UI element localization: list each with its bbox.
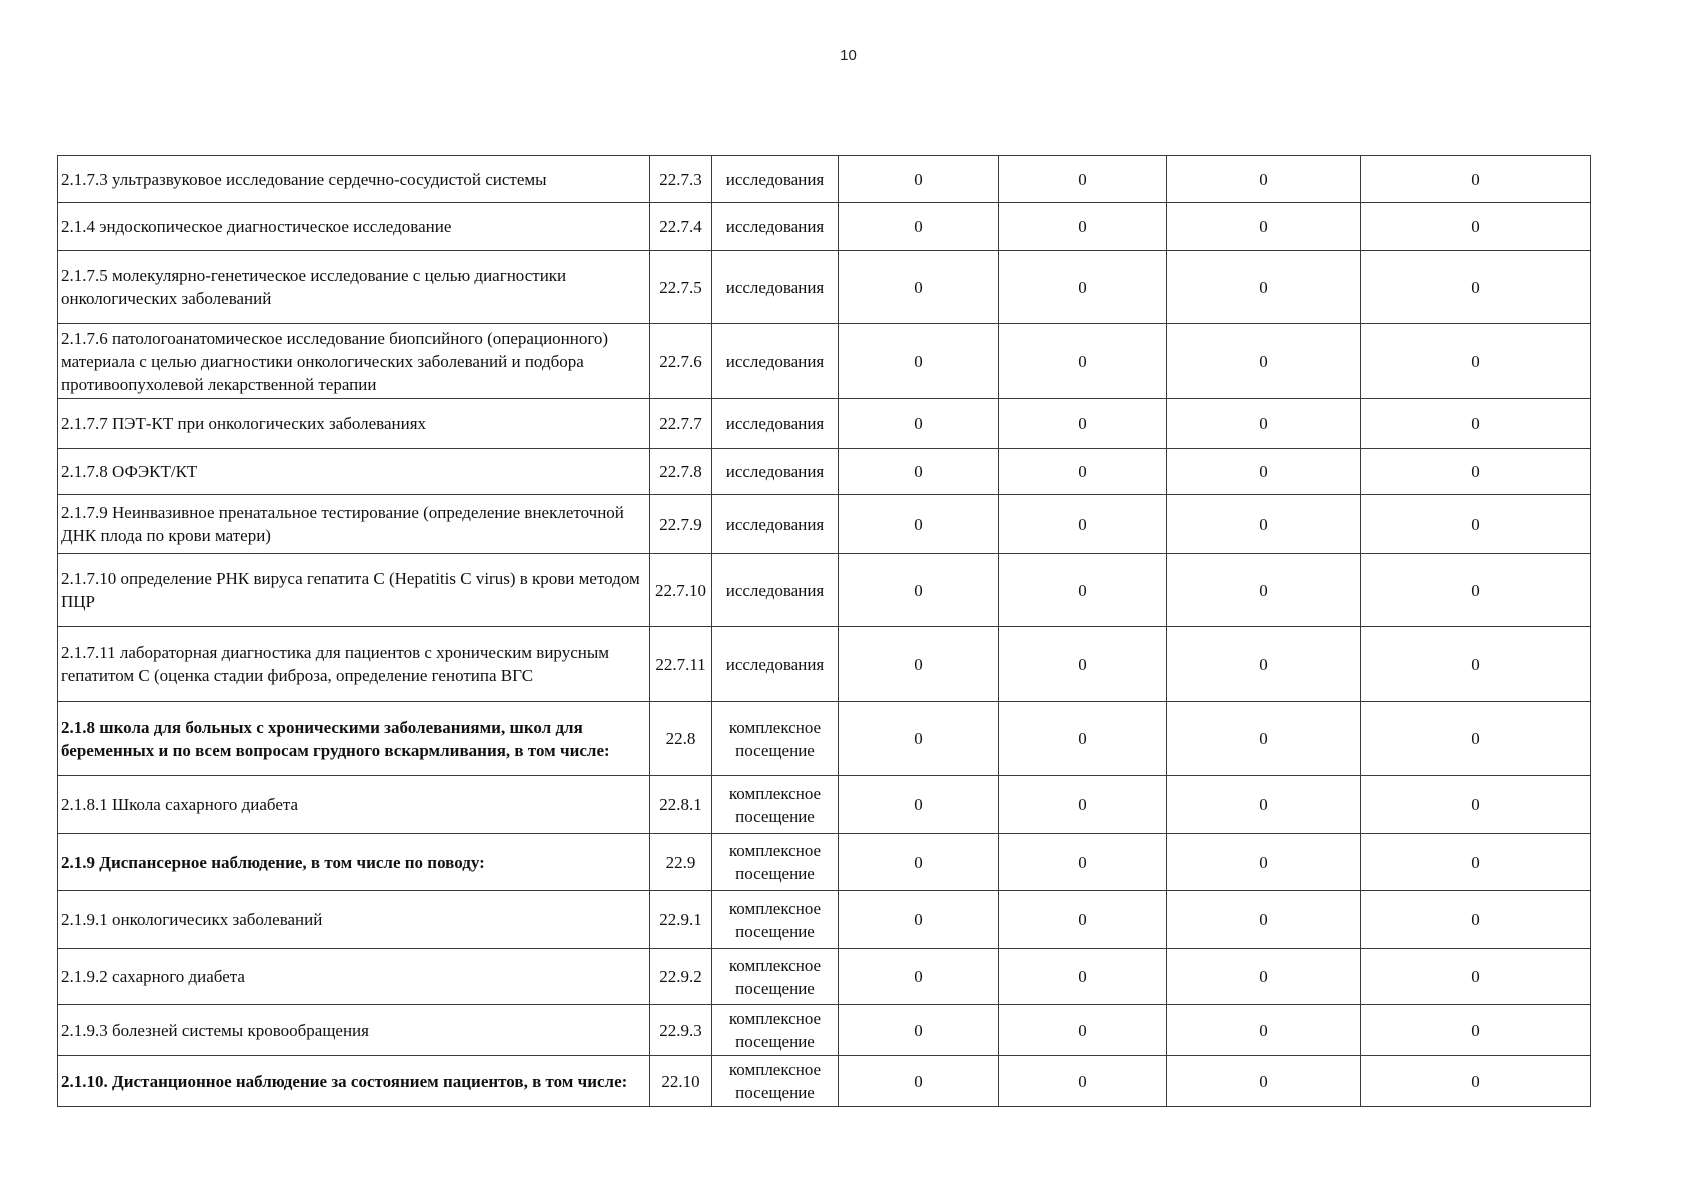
- table-row: [58, 324, 1591, 399]
- table-row: [58, 495, 1591, 554]
- row-value-2: 0: [999, 554, 1167, 627]
- table-row: [58, 156, 1591, 203]
- row-code: 22.7.9: [650, 495, 712, 554]
- row-value-3: 0: [1167, 834, 1361, 891]
- row-code: 22.9.2: [650, 949, 712, 1005]
- row-value-3: 0: [1167, 156, 1361, 203]
- row-name: 2.1.4 эндоскопическое диагностическое исследование: [58, 203, 650, 251]
- table-row: [58, 203, 1591, 251]
- row-name: 2.1.7.9 Неинвазивное пренатальное тестирование (определение внеклеточной ДНК плода по крови матери): [58, 495, 650, 554]
- row-name: 2.1.7.6 патологоанатомическое исследование биопсийного (операционного) материала с целью диагностики онкологических заболеваний и подбора противоопухолевой лекарственной терапии: [58, 324, 650, 399]
- row-value-3: 0: [1167, 702, 1361, 776]
- row-value-3: 0: [1167, 324, 1361, 399]
- row-value-2: 0: [999, 251, 1167, 324]
- row-value-4: 0: [1361, 324, 1591, 399]
- row-code: 22.8: [650, 702, 712, 776]
- row-value-2: 0: [999, 627, 1167, 702]
- row-value-3: 0: [1167, 203, 1361, 251]
- row-value-4: 0: [1361, 1005, 1591, 1056]
- row-code: 22.9.3: [650, 1005, 712, 1056]
- row-value-1: 0: [839, 495, 999, 554]
- row-value-1: 0: [839, 399, 999, 449]
- row-name: 2.1.7.8 ОФЭКТ/КТ: [58, 449, 650, 495]
- row-unit: исследования: [712, 495, 839, 554]
- row-unit: исследования: [712, 627, 839, 702]
- row-value-1: 0: [839, 449, 999, 495]
- row-value-4: 0: [1361, 702, 1591, 776]
- row-value-1: 0: [839, 1056, 999, 1107]
- row-value-4: 0: [1361, 891, 1591, 949]
- row-unit: комплексное посещение: [712, 702, 839, 776]
- row-value-2: 0: [999, 776, 1167, 834]
- row-value-2: 0: [999, 156, 1167, 203]
- row-value-2: 0: [999, 891, 1167, 949]
- row-value-3: 0: [1167, 949, 1361, 1005]
- row-code: 22.7.3: [650, 156, 712, 203]
- row-name: 2.1.7.5 молекулярно-генетическое исследование с целью диагностики онкологических заболеваний: [58, 251, 650, 324]
- row-code: 22.7.4: [650, 203, 712, 251]
- table-row: [58, 949, 1591, 1005]
- row-value-2: 0: [999, 399, 1167, 449]
- row-unit: исследования: [712, 324, 839, 399]
- row-value-3: 0: [1167, 627, 1361, 702]
- row-code: 22.10: [650, 1056, 712, 1107]
- table-body: [58, 156, 1591, 1107]
- table-row: [58, 399, 1591, 449]
- row-unit: комплексное посещение: [712, 891, 839, 949]
- row-value-2: 0: [999, 702, 1167, 776]
- row-value-3: 0: [1167, 449, 1361, 495]
- page-number: 10: [840, 47, 857, 64]
- row-name: 2.1.7.11 лабораторная диагностика для пациентов с хроническим вирусным гепатитом С (оценка стадии фиброза, определение генотипа ВГС: [58, 627, 650, 702]
- row-name: 2.1.7.10 определение РНК вируса гепатита С (Hepatitis C virus) в крови методом ПЦР: [58, 554, 650, 627]
- row-name: 2.1.9.1 онкологичесикх заболеваний: [58, 891, 650, 949]
- row-name: 2.1.7.3 ультразвуковое исследование сердечно-сосудистой системы: [58, 156, 650, 203]
- table-row: [58, 891, 1591, 949]
- row-value-4: 0: [1361, 949, 1591, 1005]
- table-row: [58, 834, 1591, 891]
- row-value-2: 0: [999, 324, 1167, 399]
- table-row: [58, 554, 1591, 627]
- row-value-2: 0: [999, 949, 1167, 1005]
- row-code: 22.7.6: [650, 324, 712, 399]
- row-unit: исследования: [712, 554, 839, 627]
- row-value-4: 0: [1361, 834, 1591, 891]
- row-code: 22.7.5: [650, 251, 712, 324]
- row-value-4: 0: [1361, 1056, 1591, 1107]
- row-unit: исследования: [712, 156, 839, 203]
- table-row: [58, 702, 1591, 776]
- row-code: 22.7.7: [650, 399, 712, 449]
- row-value-4: 0: [1361, 203, 1591, 251]
- row-value-4: 0: [1361, 251, 1591, 324]
- row-unit: комплексное посещение: [712, 949, 839, 1005]
- row-unit: исследования: [712, 449, 839, 495]
- row-name: 2.1.8.1 Школа сахарного диабета: [58, 776, 650, 834]
- row-value-1: 0: [839, 203, 999, 251]
- table-row: [58, 1005, 1591, 1056]
- table-row: [58, 627, 1591, 702]
- row-value-1: 0: [839, 251, 999, 324]
- row-name: 2.1.9.3 болезней системы кровообращения: [58, 1005, 650, 1056]
- row-value-3: 0: [1167, 776, 1361, 834]
- row-value-3: 0: [1167, 1056, 1361, 1107]
- row-value-1: 0: [839, 776, 999, 834]
- row-value-2: 0: [999, 1005, 1167, 1056]
- row-value-2: 0: [999, 834, 1167, 891]
- row-name: 2.1.8 школа для больных с хроническими заболеваниями, школ для беременных и по всем вопросам грудного вскармливания, в том числе:: [58, 702, 650, 776]
- row-value-2: 0: [999, 1056, 1167, 1107]
- row-value-4: 0: [1361, 399, 1591, 449]
- table-row: [58, 449, 1591, 495]
- row-value-2: 0: [999, 449, 1167, 495]
- row-unit: комплексное посещение: [712, 776, 839, 834]
- services-table: [57, 155, 1591, 1107]
- row-value-4: 0: [1361, 495, 1591, 554]
- table-row: [58, 1056, 1591, 1107]
- row-value-1: 0: [839, 702, 999, 776]
- row-value-1: 0: [839, 834, 999, 891]
- row-value-2: 0: [999, 203, 1167, 251]
- row-code: 22.7.10: [650, 554, 712, 627]
- row-code: 22.7.8: [650, 449, 712, 495]
- row-value-4: 0: [1361, 156, 1591, 203]
- row-value-1: 0: [839, 156, 999, 203]
- table-row: [58, 776, 1591, 834]
- row-value-3: 0: [1167, 1005, 1361, 1056]
- row-value-4: 0: [1361, 776, 1591, 834]
- table-row: [58, 251, 1591, 324]
- row-value-3: 0: [1167, 891, 1361, 949]
- row-value-3: 0: [1167, 251, 1361, 324]
- row-name: 2.1.10. Дистанционное наблюдение за состоянием пациентов, в том числе:: [58, 1056, 650, 1107]
- row-code: 22.9: [650, 834, 712, 891]
- row-value-3: 0: [1167, 399, 1361, 449]
- row-code: 22.7.11: [650, 627, 712, 702]
- row-value-1: 0: [839, 949, 999, 1005]
- row-value-3: 0: [1167, 554, 1361, 627]
- row-unit: исследования: [712, 203, 839, 251]
- row-value-1: 0: [839, 891, 999, 949]
- row-name: 2.1.9 Диспансерное наблюдение, в том числе по поводу:: [58, 834, 650, 891]
- row-value-1: 0: [839, 324, 999, 399]
- row-value-1: 0: [839, 627, 999, 702]
- row-value-4: 0: [1361, 627, 1591, 702]
- row-value-1: 0: [839, 554, 999, 627]
- row-unit: комплексное посещение: [712, 834, 839, 891]
- row-unit: комплексное посещение: [712, 1005, 839, 1056]
- row-unit: исследования: [712, 251, 839, 324]
- row-code: 22.9.1: [650, 891, 712, 949]
- row-unit: комплексное посещение: [712, 1056, 839, 1107]
- row-value-2: 0: [999, 495, 1167, 554]
- row-unit: исследования: [712, 399, 839, 449]
- row-value-4: 0: [1361, 449, 1591, 495]
- row-value-1: 0: [839, 1005, 999, 1056]
- row-value-4: 0: [1361, 554, 1591, 627]
- row-name: 2.1.9.2 сахарного диабета: [58, 949, 650, 1005]
- row-name: 2.1.7.7 ПЭТ-КТ при онкологических заболеваниях: [58, 399, 650, 449]
- row-value-3: 0: [1167, 495, 1361, 554]
- row-code: 22.8.1: [650, 776, 712, 834]
